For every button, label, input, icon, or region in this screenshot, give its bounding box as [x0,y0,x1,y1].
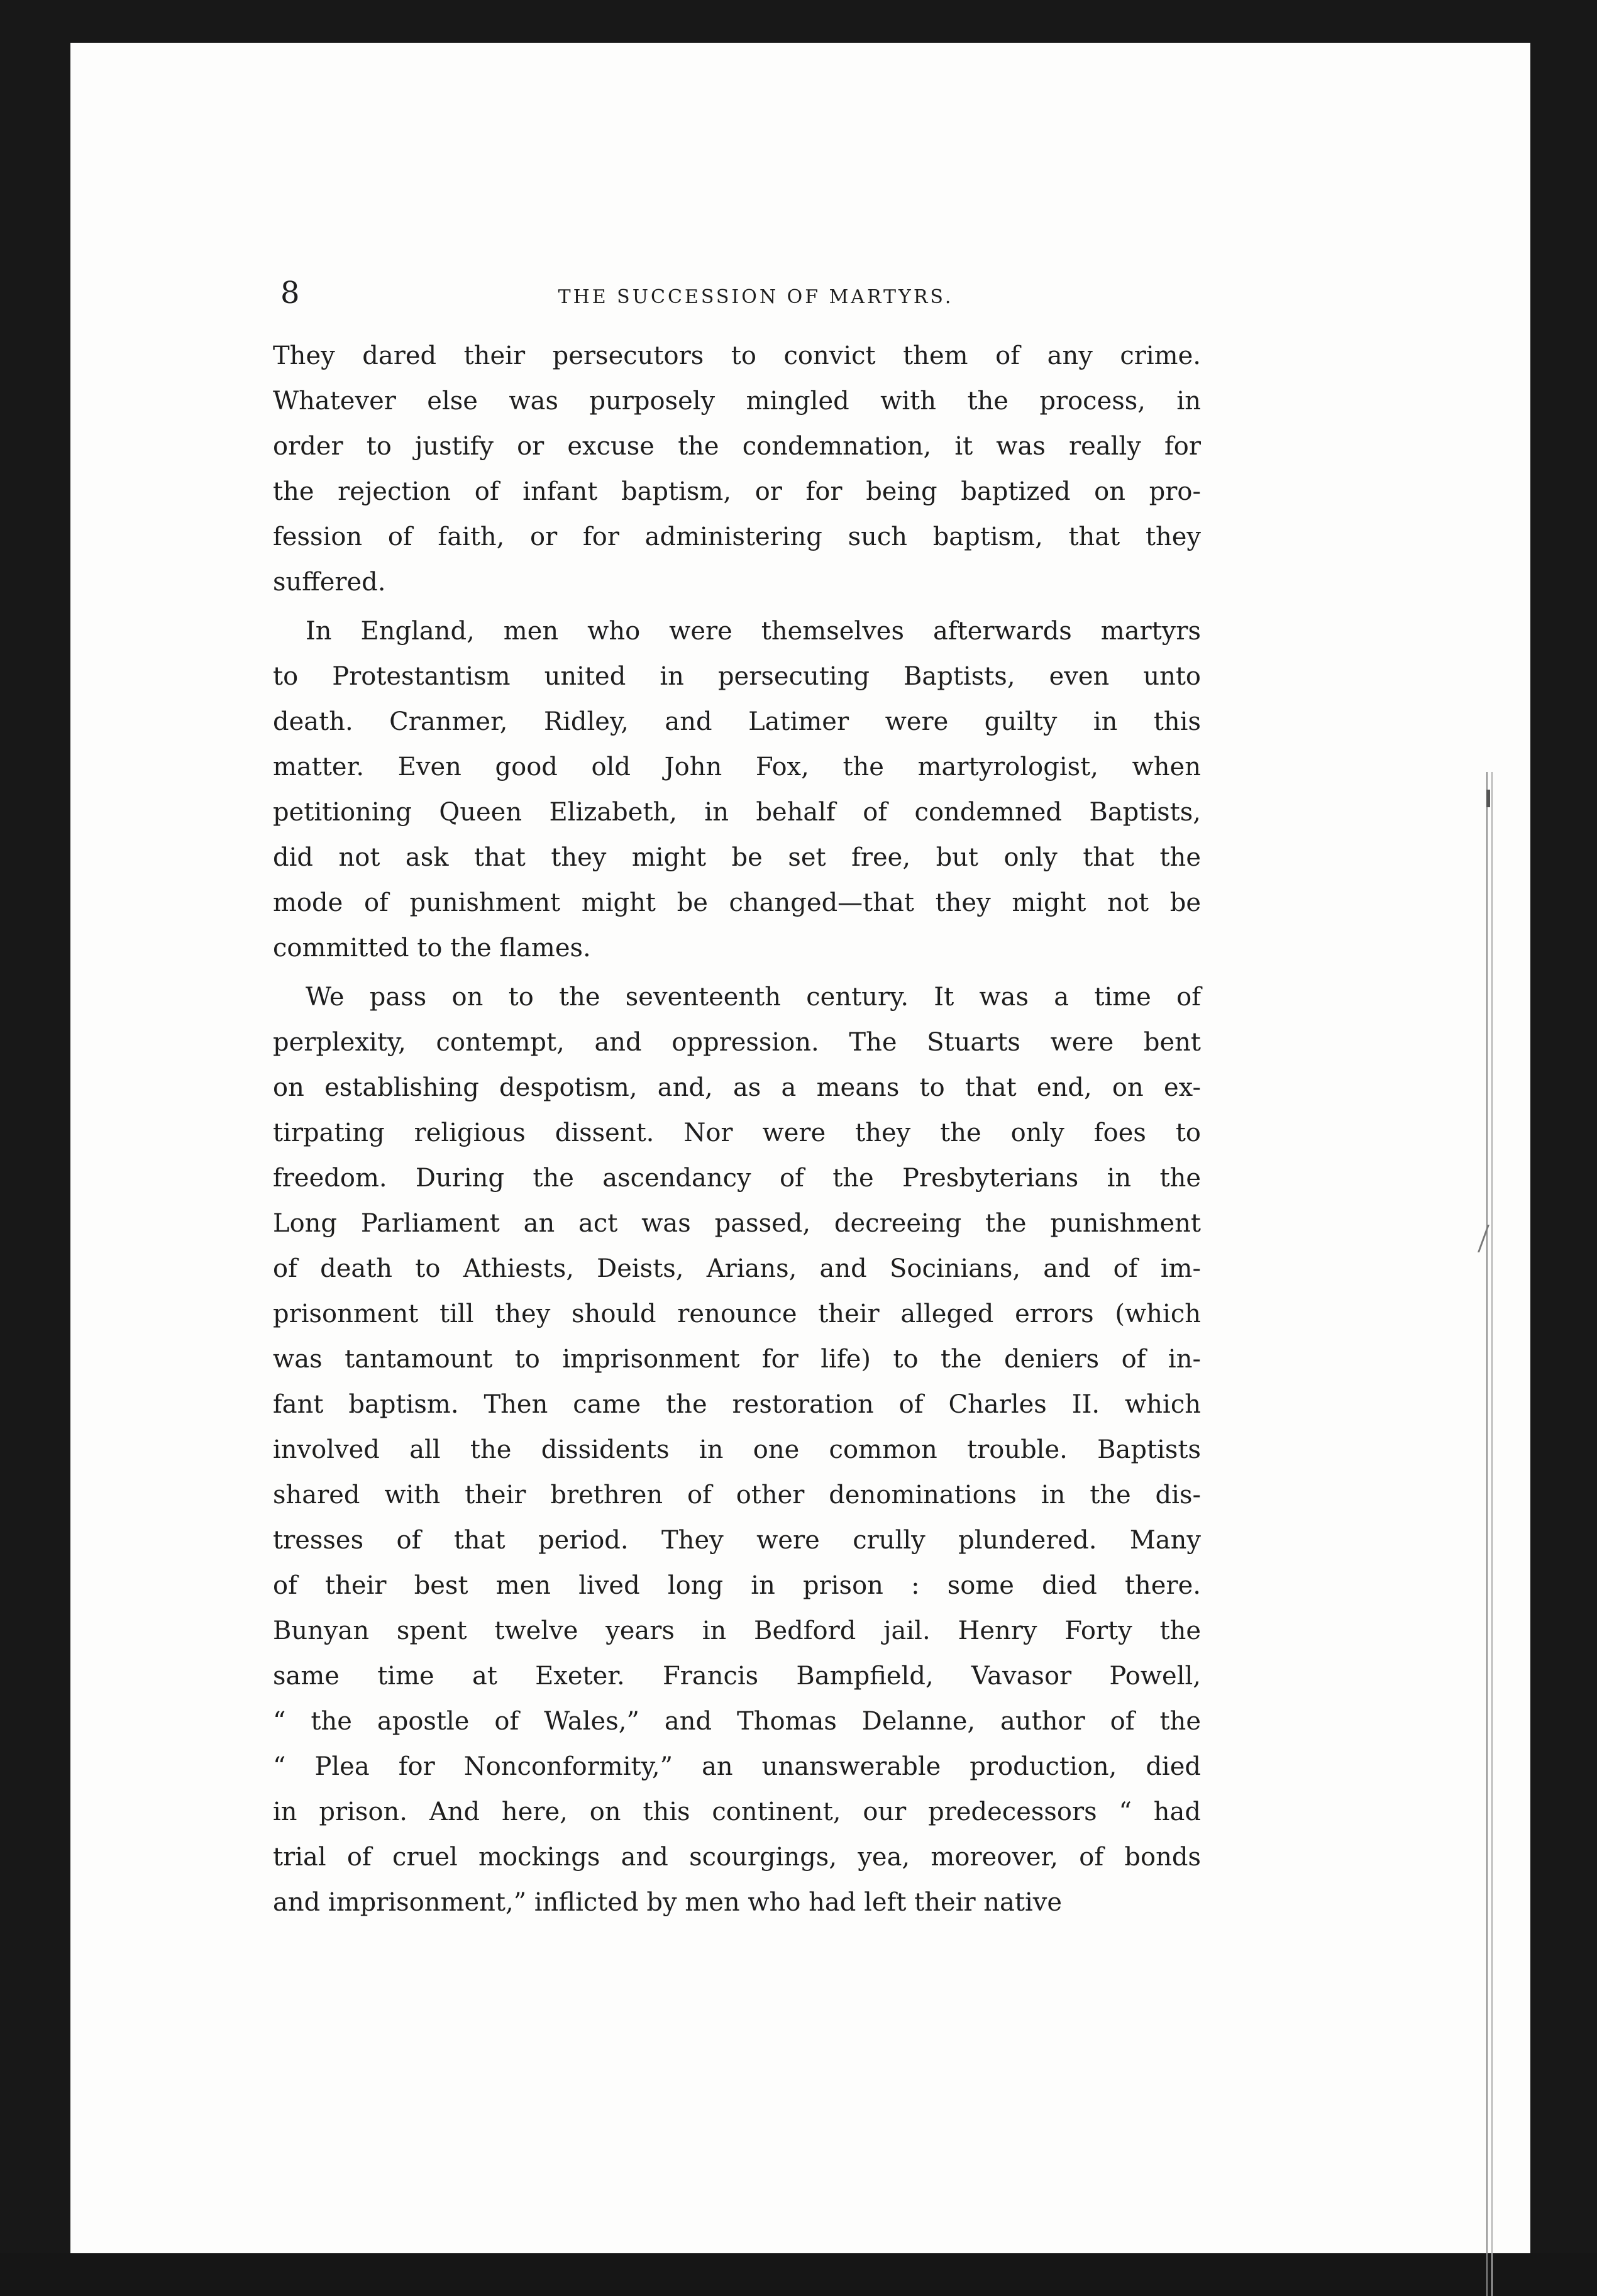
text-line: to Protestantism united in persecuting Baptists, even unto [273,662,1201,691]
text-line: tresses of that period. They were crully plundered. Many [273,1526,1201,1555]
text-line: fession of faith, or for administering such baptism, that they [273,522,1201,551]
text-line: “ the apostle of Wales,” and Thomas Delanne, author of the [273,1707,1201,1736]
text-block [273,273,1201,1925]
text-line: did not ask that they might be set free, but only that the [273,843,1201,872]
text-line: Whatever else was purposely mingled with the process, in [273,387,1201,416]
page-edge-mark [1486,790,1490,807]
running-title: THE SUCCESSION OF MARTYRS. [558,286,954,308]
text-line: committed to the flames. [273,934,591,963]
text-line: suffered. [273,568,386,597]
text-line: of death to Athiests, Deists, Arians, and Socinians, and of im- [273,1254,1201,1283]
text-line: order to justify or excuse the condemnation, it was really for [273,432,1201,461]
page-number: 8 [280,275,300,311]
text-line: They dared their persecutors to convict them of any crime. [273,341,1201,370]
text-line: death. Cranmer, Ridley, and Latimer were guilty in this [273,707,1201,736]
facing-page-edge [1486,772,1493,2296]
text-line: freedom. During the ascendancy of the Presbyterians in the [273,1164,1201,1193]
paragraph [273,609,1201,971]
text-line: Long Parliament an act was passed, decreeing the punishment [273,1209,1201,1238]
text-line: was tantamount to imprisonment for life) to the deniers of in- [273,1345,1201,1374]
text-line: involved all the dissidents in one common trouble. Baptists [273,1435,1201,1464]
text-line: matter. Even good old John Fox, the martyrologist, when [273,753,1201,781]
paragraph [273,974,1201,1925]
text-line: on establishing despotism, and, as a means to that end, on ex- [273,1073,1201,1102]
text-line: In England, men who were themselves afterwards martyrs [306,617,1201,646]
page-edge-fold [1478,1225,1497,1252]
text-line: perplexity, contempt, and oppression. The Stuarts were bent [273,1028,1201,1057]
running-head [273,273,1201,333]
text-line: and imprisonment,” inflicted by men who had left their native [273,1888,1063,1917]
text-line: in prison. And here, on this continent, our predecessors “ had [273,1797,1201,1826]
text-line: the rejection of infant baptism, or for being baptized on pro- [273,477,1201,506]
body-text [273,333,1201,1925]
text-line: We pass on to the seventeenth century. It was a time of [306,983,1201,1012]
text-line: same time at Exeter. Francis Bampfield, Vavasor Powell, [273,1662,1201,1691]
text-line: petitioning Queen Elizabeth, in behalf of condemned Baptists, [273,798,1201,827]
text-line: mode of punishment might be changed—that they might not be [273,888,1201,917]
text-line: of their best men lived long in prison : some died there. [273,1571,1201,1600]
text-line: fant baptism. Then came the restoration of Charles II. which [273,1390,1201,1419]
text-line: Bunyan spent twelve years in Bedford jail. Henry Forty the [273,1616,1201,1645]
text-line: prisonment till they should renounce their alleged errors (which [273,1300,1201,1328]
paragraph [273,333,1201,605]
text-line: tirpating religious dissent. Nor were they the only foes to [273,1118,1201,1147]
text-line: shared with their brethren of other denominations in the dis- [273,1481,1201,1510]
text-line: “ Plea for Nonconformity,” an unanswerable production, died [273,1752,1201,1781]
text-line: trial of cruel mockings and scourgings, yea, moreover, of bonds [273,1843,1201,1872]
